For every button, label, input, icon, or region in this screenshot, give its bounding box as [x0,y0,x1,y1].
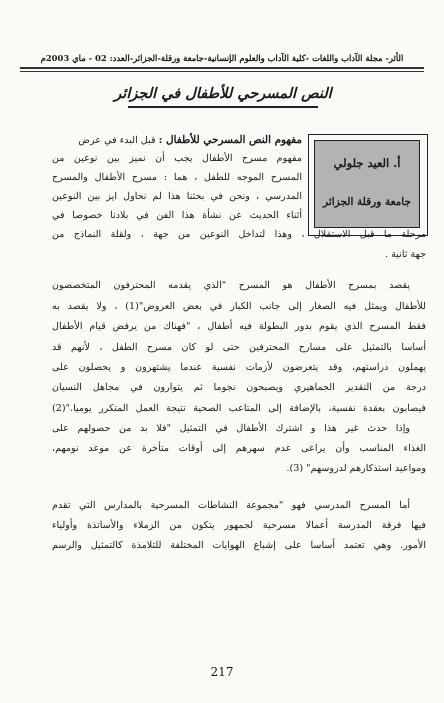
author-name: أ. العيد جلولي [333,156,401,171]
author-affiliation: جامعة ورقلة الجزائر [323,195,411,208]
body-line: أما المسرح المدرسي فهو "مجموعة النشاطات المسرحية بالمدارس التي تقدم [52,500,410,511]
body-line: جهة ثانية . [385,249,426,260]
body-line: مفهوم مسرح الأطفال يجب أن نميز بين نوعين من [52,153,302,164]
body-line: ومواعيد استذكارهم لدروسهم" (3). [286,463,426,474]
body-line: أساسا بالتمثيل على مسارح المحترفين حتى لو كان مسرح الطفل ، لأنهم قد [52,342,426,353]
body-line: الأمور. وهي تعتمد أساسا على إشباع الهوايات المختلفة للتلامذة كالتمثيل والرسم [52,540,426,551]
body-line: وإذا حدث غير هذا و اشترك الأطفال في التمثيل "فلا بد من حصولهم على [52,423,410,434]
body-line: الغذاء المناسب وأن يراعى عدم سهرهم إلى أوقات متأخرة عن موعد نومهم، [52,443,426,454]
body-line: للأطفال ويمثل فيه الصغار إلى جانب الكبار في بعض العروض"(1) ، ولا يقصد به [52,301,426,312]
body-line: مرحلة ما قبل الاستقلال ، وهذا لتداخل النوعين من جهة ، ولقلة النماذج من [52,229,426,240]
section-heading: مفهوم النص المسرحي للأطفال : [158,134,302,146]
body-line: المسرح الموجه للطفل ، هما : مسرح الأطفال والمسرح [52,172,302,183]
running-header: الأثر- مجلة الآداب واللغات -كلية الآداب والعلوم الإنسانية-جامعة ورقلة-الجزائر-العدد: 02 - ماي 2003م [40,53,404,63]
body-line: فقط المسرح الذي يقوم بدور البطولة فيه أطفال ، "فهناك من يرفض قيام الأطفال [52,321,426,332]
header-rule-thin [20,71,424,72]
body-line: مفهوم النص المسرحي للأطفال : قبل البدء في عرض [78,134,302,146]
author-box [314,140,420,228]
body-line: المدرسي ، ونحن في بحثنا هذا لم نحاول ايز بين النوعين [52,191,302,202]
body-line: فيصابون بعقدة نفسية، بالإضافة إلى المتاعب الصحية نتيجة العمل المتكرر يوميا."(2) [52,403,426,414]
body-line: درجة من التقدير الجماهيري ويصبحون نجوما ثم يتوارون في مجاهل النسيان [52,382,426,393]
page-number: 217 [210,665,234,679]
body-line: فيها فرقة المدرسة أعمالا مسرحية لجمهور يتكون من الزملاء والأساتذة وأولياء [52,520,426,531]
body-line: أثناء الحديث عن نشأة هذا الفن في بلادنا خصوصا في [52,210,302,221]
title-underline [128,106,318,108]
article-title: النص المسرحي للأطفال في الجزائر [114,85,332,102]
body-line: يقصد بمسرح الأطفال هو المسرح "الذي يقدمه المحترفون المتخصصون [52,280,410,291]
header-rule [20,67,424,69]
body-line: يهملون دراستهم، وقد يتعرضون لأزمات نفسية عندما يشتهرون و يحصلون على [52,362,426,373]
